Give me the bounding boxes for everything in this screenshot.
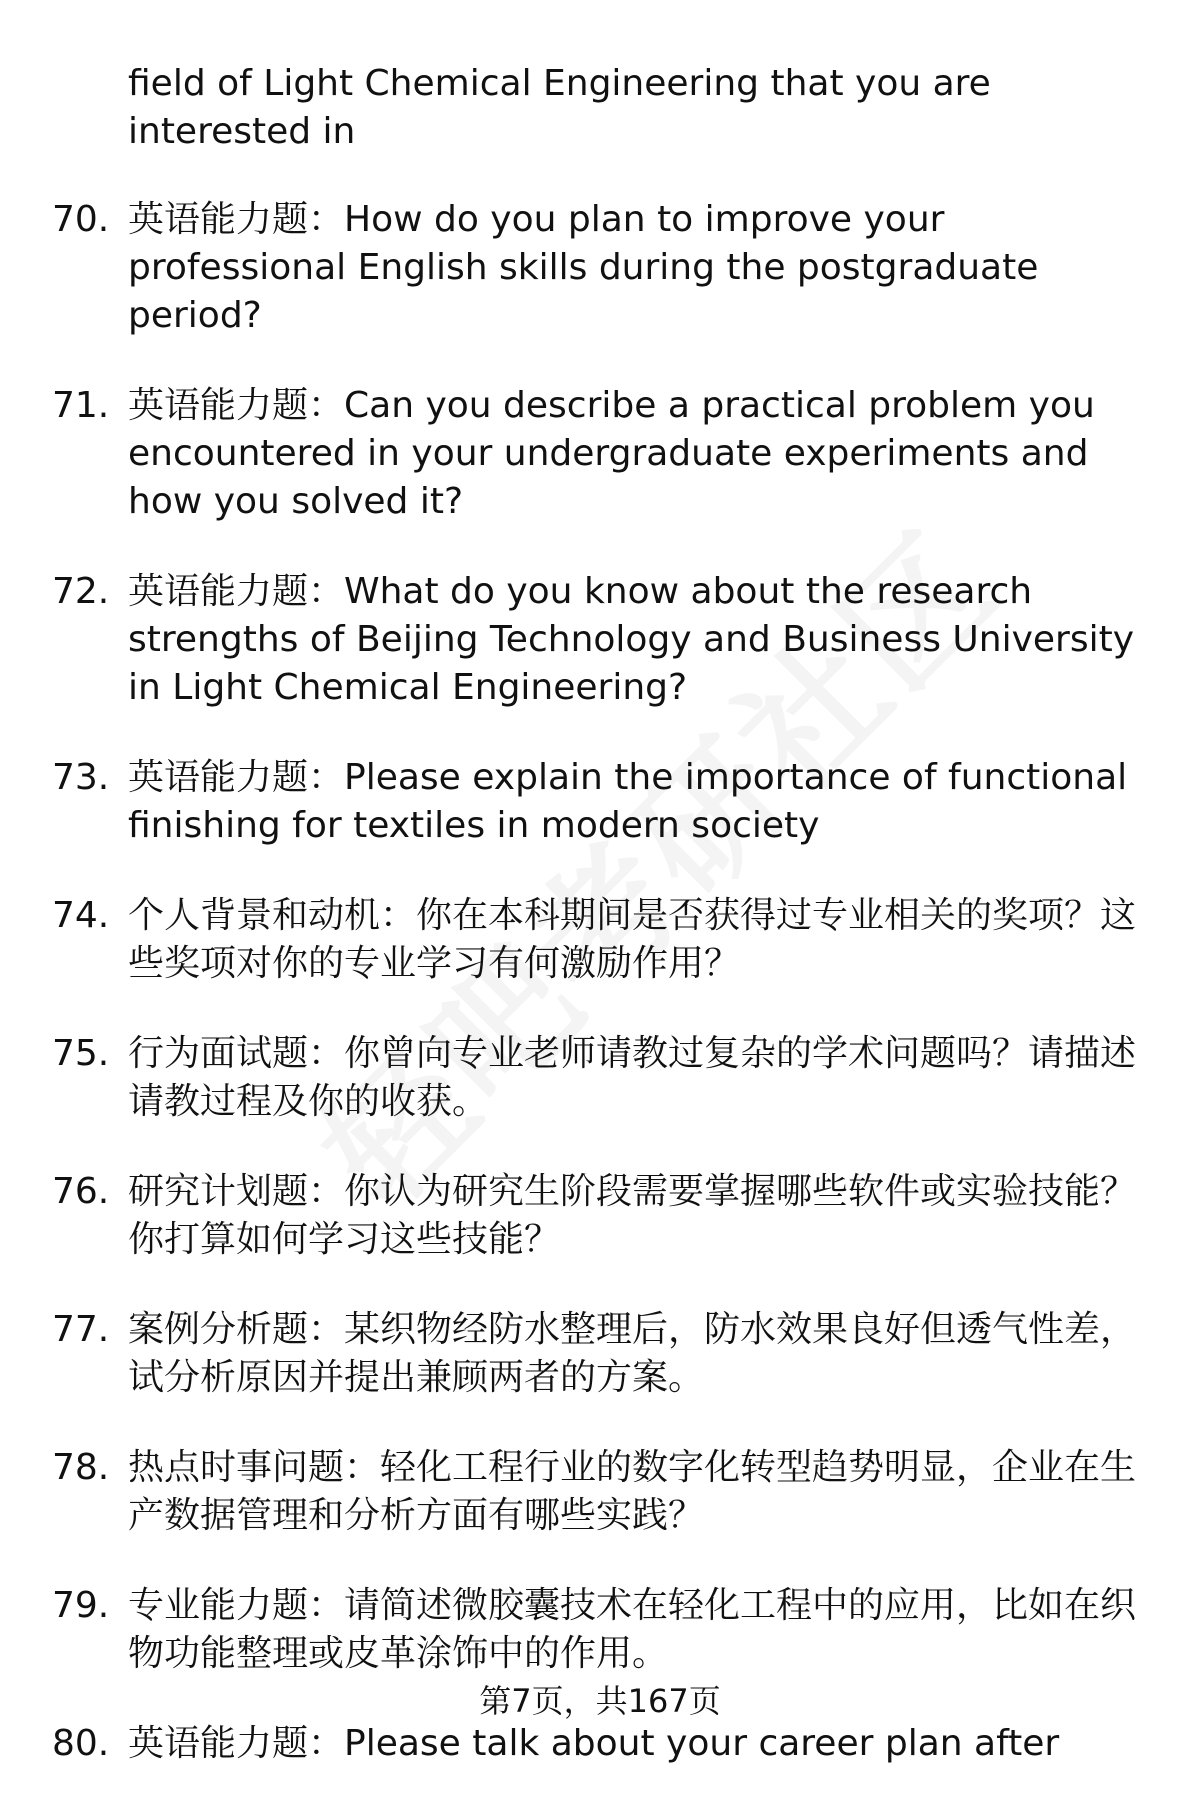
question-item	[0, 568, 1200, 712]
question-item	[0, 1720, 1200, 1768]
question-item	[0, 1444, 1200, 1540]
question-number: 76.	[52, 1171, 110, 1212]
question-number: 78.	[52, 1447, 110, 1488]
question-text: 专业能力题：请简述微胶囊技术在轻化工程中的应用，比如在织物功能整理或皮革涂饰中的作用。	[128, 1585, 1137, 1674]
question-item	[0, 196, 1200, 340]
question-number: 80.	[52, 1723, 110, 1764]
question-text: 英语能力题：How do you plan to improve your professional English skills during the postgraduate period?	[128, 199, 1039, 336]
question-list	[0, 196, 1200, 1810]
question-number: 79.	[52, 1585, 110, 1626]
question-text: 行为面试题：你曾向专业老师请教过复杂的学术问题吗？请描述请教过程及你的收获。	[128, 1033, 1137, 1122]
question-item	[0, 1306, 1200, 1402]
question-number: 73.	[52, 757, 110, 798]
question-text: 英语能力题：Can you describe a practical problem you encountered in your undergraduate experiments and how you solved it?	[128, 385, 1095, 522]
question-number: 74.	[52, 895, 110, 936]
question-text: 英语能力题：What do you know about the research strengths of Beijing Technology and Business University in Light Chemical Engineering?	[128, 571, 1134, 708]
page-footer: 第7页，共167页	[479, 1682, 721, 1720]
question-number: 75.	[52, 1033, 110, 1074]
question-number: 72.	[52, 571, 110, 612]
continued-question-text: field of Light Chemical Engineering that you are interested in	[128, 63, 991, 152]
question-text: 个人背景和动机：你在本科期间是否获得过专业相关的奖项？这些奖项对你的专业学习有何激励作用？	[128, 895, 1137, 984]
question-item	[0, 1030, 1200, 1126]
question-text: 英语能力题：Please talk about your career plan after	[128, 1723, 1060, 1764]
question-item	[0, 382, 1200, 526]
question-text: 英语能力题：Please explain the importance of functional finishing for textiles in modern society	[128, 757, 1128, 846]
question-number: 70.	[52, 199, 110, 240]
question-item	[0, 1582, 1200, 1678]
question-item	[0, 754, 1200, 850]
question-item	[0, 1168, 1200, 1264]
question-number: 71.	[52, 385, 110, 426]
question-text: 研究计划题：你认为研究生阶段需要掌握哪些软件或实验技能？你打算如何学习这些技能？	[128, 1171, 1137, 1260]
question-text: 热点时事问题：轻化工程行业的数字化转型趋势明显，企业在生产数据管理和分析方面有哪些实践？	[128, 1447, 1137, 1536]
question-item	[0, 892, 1200, 988]
question-number: 77.	[52, 1309, 110, 1350]
question-text: 案例分析题：某织物经防水整理后，防水效果良好但透气性差，试分析原因并提出兼顾两者的方案。	[128, 1309, 1137, 1398]
